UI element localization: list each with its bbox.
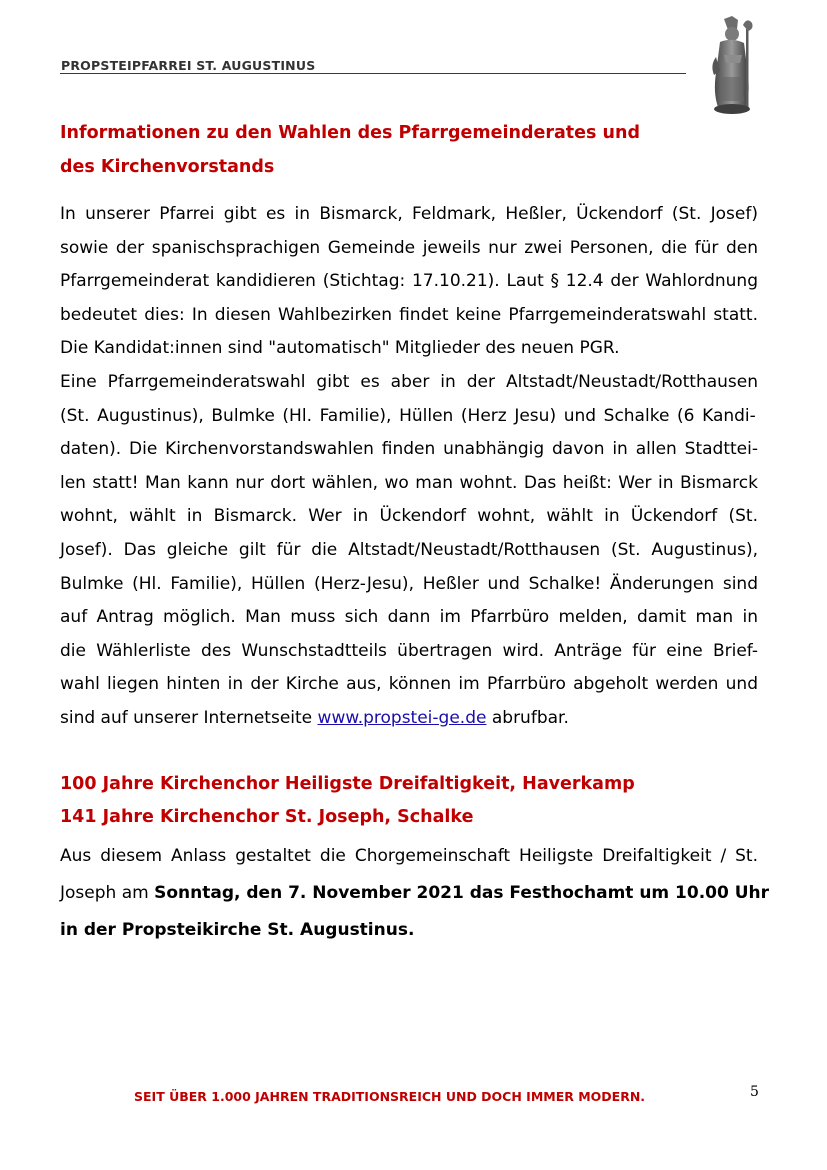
paragraph-line: (St. Augustinus), Bulmke (Hl. Familie), Hüllen (Herz Jesu) und Schalke (6 Kandi- <box>60 405 756 426</box>
paragraph-line: daten). Die Kirchenvorstandswahlen finden unabhängig davon in allen Stadttei- <box>60 439 758 460</box>
paragraph-last-line <box>60 702 758 736</box>
paragraph-line: wahl liegen hinten in der Kirche aus, können im Pfarrbüro abgeholt werden und <box>60 674 758 695</box>
last-line-prefix: sind auf unserer Internetseite <box>60 707 318 728</box>
paragraph-line: Eine Pfarrgemeinderatswahl gibt es aber in der Altstadt/Neustadt/Rotthausen <box>60 371 758 392</box>
header-title: PROPSTEIPFARREI ST. AUGUSTINUS <box>61 58 316 73</box>
paragraph-line: Die Kandidat:innen sind "automatisch" Mitglieder des neuen PGR. <box>60 338 620 359</box>
section1-heading-line2: des Kirchenvorstands <box>60 157 275 177</box>
section2-heading-line1: 100 Jahre Kirchenchor Heiligste Dreifaltigkeit, Haverkamp <box>60 774 635 794</box>
section2-heading-line2: 141 Jahre Kirchenchor St. Joseph, Schalke <box>60 807 474 827</box>
header-rule <box>60 73 686 74</box>
paragraph-line: wohnt, wählt in Bismarck. Wer in Ückendorf wohnt, wählt in Ückendorf (St. <box>60 506 758 527</box>
paragraph-line: bedeutet dies: In diesen Wahlbezirken findet keine Pfarrgemeinderatswahl statt. <box>60 304 758 325</box>
paragraph-line: auf Antrag möglich. Man muss sich dann im Pfarrbüro melden, damit man in <box>60 607 758 628</box>
website-link[interactable]: www.propstei-ge.de <box>317 707 487 728</box>
paragraph-line: Aus diesem Anlass gestaltet die Chorgemeinschaft Heiligste Dreifaltigkeit / St. <box>60 846 758 866</box>
paragraph-line <box>60 875 770 912</box>
paragraph-line: Josef). Das gleiche gilt für die Altstadt/Neustadt/Rotthausen (St. Augustinus), <box>60 539 758 560</box>
last-line-suffix: abrufbar. <box>486 707 569 728</box>
event-date-time: Sonntag, den 7. November 2021 das Festhochamt um 10.00 Uhr <box>154 883 770 903</box>
paragraph-line: In unserer Pfarrei gibt es in Bismarck, Feldmark, Heßler, Ückendorf (St. Josef) <box>60 204 758 224</box>
footer-motto: SEIT ÜBER 1.000 JAHREN TRADITIONSREICH UND DOCH IMMER MODERN. <box>134 1089 646 1104</box>
line2-prefix: Joseph am <box>60 883 155 903</box>
paragraph-line: sowie der spanischsprachigen Gemeinde jeweils nur zwei Personen, die für den <box>60 237 758 258</box>
paragraph-line: die Wählerliste des Wunschstadtteils übertragen wird. Anträge für eine Brief- <box>60 640 758 661</box>
page-number: 5 <box>750 1084 759 1100</box>
event-location: in der Propsteikirche St. Augustinus. <box>60 920 415 940</box>
saint-augustinus-statue-icon <box>704 15 760 115</box>
paragraph-line: Bulmke (Hl. Familie), Hüllen (Herz-Jesu), Heßler und Schalke! Änderungen sind <box>60 573 758 594</box>
paragraph-line: len statt! Man kann nur dort wählen, wo man wohnt. Das heißt: Wer in Bismarck <box>60 472 758 493</box>
paragraph-line: Pfarrgemeinderat kandidieren (Stichtag: 17.10.21). Laut § 12.4 der Wahlordnung <box>60 271 758 292</box>
section1-heading-line1: Informationen zu den Wahlen des Pfarrgemeinderates und <box>60 123 640 143</box>
section2-paragraph <box>60 838 770 949</box>
section1-paragraph <box>60 198 758 736</box>
